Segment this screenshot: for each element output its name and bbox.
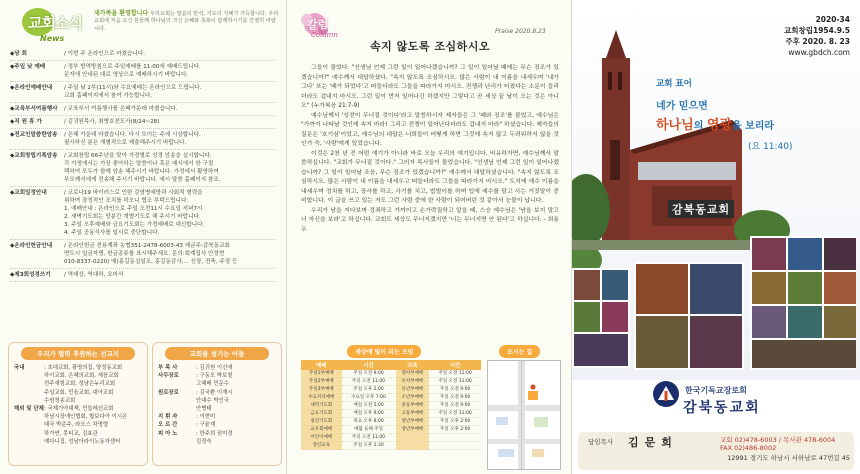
staff-name: : 이현미: [196, 414, 216, 421]
table-cell: 주일 오전 11:00: [342, 434, 396, 442]
staff-name: 안대수 박인국: [196, 397, 229, 404]
welcome-heading: 새가족을 환영합니다: [94, 10, 149, 17]
staff-row: [153, 364, 281, 372]
notice-text: 각 가정에서는 가장 좋아하는 말씀이나 혹은 예시에서 한 구절: [64, 161, 214, 167]
table-cell: 청년부예배: [396, 418, 430, 426]
cover-panel: [572, 0, 860, 474]
notice-text: / 정부 방역방침으로 주일예배를 11:00에 예배드립니다.: [64, 64, 201, 70]
notice-label: ◆교육부서여름행사: [10, 106, 58, 112]
verse-line-1: 네가 믿으면: [656, 101, 708, 112]
notice-text: 4. 주일 공동식사를 일시로 중단합니다.: [64, 230, 160, 236]
staff-name: 안병태: [196, 406, 212, 413]
column-title: 속지 않도록 조심하시오: [370, 40, 490, 53]
staff-role: 사무장로: [158, 373, 179, 380]
table-cell: 주일 오전 9:00: [342, 370, 396, 378]
table-cell: 주일 오후 2:00: [429, 426, 481, 434]
table-row: [301, 418, 481, 426]
church-sign: 감북동교회: [668, 200, 734, 218]
table-row: [301, 410, 481, 418]
notice-text: / 은혜 가운데 마쳤습니다. 다시 모이는 주에 시상합니다.: [64, 132, 201, 138]
divider: [10, 281, 276, 282]
staff-role: 피 아 노: [158, 430, 178, 437]
mission-row: [9, 438, 147, 446]
table-cell: 어린이예배: [301, 434, 342, 442]
mission-row: [9, 372, 147, 380]
notice-text: 택하여 모두가 함께 암송 해주시기 바랍니다. 가정에서 활영하여: [64, 169, 219, 175]
divider: [10, 239, 276, 240]
mission-text: 하이교회, 은혜의교회, 새음교회: [44, 373, 119, 380]
notice-item: [10, 84, 276, 92]
staff-row: [153, 430, 281, 438]
table-cell: 청년기도회: [301, 418, 342, 426]
divider: [10, 149, 276, 150]
table-cell: 금요기도회: [301, 410, 342, 418]
staff-role: 부 목 사: [158, 365, 178, 371]
table-cell: 주일3부예배: [301, 386, 342, 394]
bulletin-info: [784, 14, 850, 58]
table-cell: 주일 오전 11:00: [429, 410, 481, 418]
worship-table: [301, 360, 481, 450]
mission-region: [14, 438, 44, 446]
table-cell: 주일2부예배: [301, 378, 342, 386]
mission-row: [9, 421, 147, 429]
mission-text: 예다니집, 성남아라이노동자센터: [44, 438, 121, 445]
table-row: [301, 370, 481, 378]
staff-row: [153, 413, 281, 421]
table-header: 시간: [342, 360, 396, 370]
welcome-text: 우리교회는 말씀의 반석, 기도의 지혜가 가득합니다. 우리교회에 처음 오신 분들께 하나님의 크신 은혜와 축복이 함께하시기를 간절히 바랍니다.: [94, 11, 279, 32]
notice-text: / 김귀원목사, 최병호전도사(8/24~28): [64, 119, 160, 125]
table-row: [301, 386, 481, 394]
table-cell: 소년부예배: [396, 394, 430, 402]
table-cell: 주일 오후 2:00: [429, 418, 481, 426]
staff-role: [158, 405, 196, 413]
church-name: 감북동교회: [683, 400, 761, 416]
notice-label: ◆교회창립기폭암송: [10, 153, 58, 159]
mission-text: 하가연, 몽티교, 김효관: [44, 430, 98, 437]
notice-text: 2. 새벽기도회는 당분간 개별기도로 해 주시기 바랍니다.: [64, 214, 201, 220]
notice-text: 문자에 안내된 대로 영상으로 예배하시기 바랍니다.: [64, 72, 189, 78]
mission-region: 해외 및 단체: [14, 406, 44, 413]
mission-text: 주임교회, 민음교회, 대아교회: [44, 389, 114, 396]
notice-label: ◆전교인말씀한암송: [10, 132, 58, 138]
staff-row: [153, 421, 281, 429]
notice-item: [10, 105, 276, 113]
table-row: [301, 402, 481, 410]
missions-box: [8, 342, 148, 466]
mission-text: : 국제기아대책, 민들레선교회: [44, 406, 114, 413]
table-row: [301, 394, 481, 402]
table-cell: 수요저녁예배: [301, 394, 342, 402]
notice-title: 교회소식: [28, 14, 82, 32]
divider: [10, 115, 276, 116]
mission-row: [9, 364, 147, 372]
staff-box: [152, 342, 282, 466]
table-row: [301, 442, 481, 450]
table-cell: 주일 오후 1:30: [342, 442, 396, 450]
mission-row: [9, 389, 147, 397]
divider: [10, 268, 276, 269]
mission-region: [14, 397, 44, 405]
website: www.gbdch.com: [788, 48, 850, 57]
mission-region: [14, 380, 44, 388]
mission-row: [9, 405, 147, 413]
staff-role: [158, 438, 196, 446]
notice-panel: [0, 0, 286, 474]
pastor-name: 김문희: [628, 436, 678, 449]
notice-item: [10, 242, 276, 250]
table-cell: 주일 오전 11:00: [429, 370, 481, 378]
divider: [10, 128, 276, 129]
notice-text: / 온라인헌금 전용계좌 농협351-2478-6003-43 예금주:감북동교회: [64, 243, 230, 249]
founded-date: 교회창립1954.9.5: [784, 26, 850, 35]
mission-row: [9, 397, 147, 405]
table-cell: [396, 442, 430, 450]
table-cell: 중등부예배: [396, 402, 430, 410]
column-panel: [286, 0, 572, 474]
mission-region: [14, 430, 44, 438]
staff-row: [153, 372, 281, 380]
staff-role: 원로장로: [158, 389, 179, 396]
staff-row: [153, 405, 281, 413]
notice-label: ◆직 원 휴 가: [10, 119, 42, 125]
notice-label: ◆주일 낮 예배: [10, 64, 46, 70]
table-cell: 주일 오전 9:00: [429, 386, 481, 394]
notice-label: ◆당 회: [10, 51, 28, 57]
notice-item: [10, 271, 276, 279]
notice-text: / 역대상, 역대하, 요마서: [64, 272, 124, 278]
table-cell: 주일 오전 11:00: [342, 378, 396, 386]
staff-row: [153, 438, 281, 446]
mission-row: [9, 413, 147, 421]
notice-text: 1. 예배안내 : 온라인으로 주일 오전11시 수요일 저녁7시: [64, 206, 203, 212]
column-label: 칼럼: [307, 18, 329, 31]
table-cell: 목요 오후 8:00: [342, 418, 396, 426]
mission-region: [14, 372, 44, 380]
mission-region: [14, 421, 44, 429]
mission-text: : 초대교회, 광명의집, 양정동교회: [44, 365, 123, 371]
table-cell: 매일 오전 5:00: [342, 402, 396, 410]
table-cell: 장년부예배: [396, 426, 430, 434]
table-cell: 교우회예배: [301, 426, 342, 434]
staff-row: [153, 389, 281, 397]
column-signature: Praise 2020.8.23: [495, 28, 546, 35]
table-row: [301, 378, 481, 386]
fax-number: FAX 02)486-8002: [720, 444, 777, 452]
table-cell: 주일 오후 2:00: [342, 386, 396, 394]
notice-text: 3. 주일 오후예배와 금요기도회는 가정예배로 대신합니다.: [64, 222, 205, 228]
table-cell: 수요일 오후 7:00: [342, 394, 396, 402]
table-cell: 새벽기도회: [301, 402, 342, 410]
staff-name: : 구윤재: [196, 422, 216, 429]
staff-name: : 한주희 권미경: [196, 430, 233, 437]
table-cell: 주일 오전 9:00: [429, 402, 481, 410]
notice-item: [10, 50, 276, 58]
table-cell: 매월 둘째 주일: [342, 426, 396, 434]
divider: [10, 60, 276, 61]
table-cell: 주일 오전 9:00: [429, 394, 481, 402]
notice-text: / 교육부서 여름행사를 온배가운데 마쳤습니다.: [64, 106, 178, 112]
notice-item: [10, 131, 276, 139]
staff-name: : 김귀원 이신애: [196, 365, 233, 371]
column-paragraph: 예수님께서 '성전이 무너질 것이다'라고 말씀하시자 제자들은 그 '때와 징조'를 물었고, 예수님은 "가까이 나타날 것인데 속지 마라! 그리고 전쟁이 일어난다더라도 겁내지 마라" 하셨습니다. 제자들의 질문은 '호기심'이었고, 예수님의 대답은 너희들이 어떻게 하면 그것에 속지 않고 두려워하지 않을 것인가 즉, '사람'에게 있었습니다.: [301, 112, 559, 147]
table-header: 시간: [429, 360, 481, 370]
table-row: [301, 434, 481, 442]
notice-item: [10, 63, 276, 71]
pastor-label: 담임목사: [588, 438, 614, 446]
mission-text: 수원청송교회: [44, 397, 76, 404]
table-header: 교육: [396, 360, 430, 370]
staff-role: [158, 380, 196, 388]
verse-label: 교회 표어: [656, 79, 692, 89]
table-cell: [429, 442, 481, 450]
column-paragraph: 이것은 2천 년 전 어떤 얘기가 아니라 바로 오늘 우리의 얘기입니다. 비유하자면, 예수님께서 말씀하십니다. "교회가 무너질 것이다." 그러자 목사들이 물었습니다. "선생님 언제 그런 일이 일어나겠습니까? 그 일이 일어날 조음, 무슨 징조가 있겠습니까?" 예수께서 대답하셨습니다. "속지 않도록 조심하시오. 많은 사람이 내 이름을 내세우고 떠들더라도 그들을 따라가지 마시오." 도처에 예수 이름을 내세우며 정치를 하고, 장사를 하고, 사기를 치고, 밥벌이를 하며 입에 예수를 달고 사는 거짓말이 중비합니다. 이 글을 쓰고 있는 저도 그런 사람 중에 한 사람이 되어버린 것 같아서 눈물이 납니다.: [301, 150, 559, 204]
staff-role: 지 휘 자: [158, 414, 178, 421]
table-row: [301, 426, 481, 434]
divider: [10, 102, 276, 103]
notice-text: / 교회창립 66주년을 맞아 가정별로 성경 암송을 실시합니다.: [64, 153, 212, 159]
mission-region: 국내: [14, 365, 25, 371]
mission-row: [9, 430, 147, 438]
notice-item: [10, 118, 276, 126]
staff-name: 김정숙: [196, 438, 212, 445]
mission-text: 전주새힘교회, 성남은누리교회: [44, 381, 116, 388]
notice-title-en: News: [40, 34, 65, 43]
notice-text: 010-8337-0220) 예)홍길동십일조, 홍길동감사,... 신장, 전축, 주정 등: [64, 259, 238, 265]
staff-name: 고혜배 민문수: [196, 381, 229, 388]
mission-text: 태국 박준주, 라오스 차명렬: [44, 422, 109, 429]
mission-text: 하남시장애인협회, 합보다아 이시온: [44, 414, 128, 421]
denomination: 한국기독교장로회: [685, 386, 747, 395]
table-cell: 장년교육: [301, 442, 342, 450]
column-paragraph: 그들이 물었다. "선생님 언제 그런 일이 일어나겠습니까? 그 일이 일어날 때에는 무슨 징조가 있겠습니까?" 예수께서 대답하셨다. "속지 않도록 조심하시오. 많은 사람이 내 이름을 내세우며 '내가 그다' 또는 '때가 되었다'고 떠들더라도 그들을 따라가지 마시오. 전쟁과 난리가 터졌다는 소문이 들리더라도 겁내지 마시오. 그런 일이 먼저 일어나긴 하겠지만 그렇다고 곧 세상 끝 날이 오는 것은 아니오" (누가복음 21:7-9): [301, 65, 559, 109]
notice-label: ◆제3회성경쓰기: [10, 272, 51, 278]
table-cell: 유년부예배: [396, 386, 430, 394]
mission-region: [14, 389, 44, 397]
worship-label: 세상에 빛이 되는 모임: [347, 345, 421, 358]
column-label-en: Column: [311, 31, 338, 39]
table-cell: [429, 434, 481, 442]
welcome-box: [94, 10, 280, 33]
church-address: 12991 경기도 하남시 서하남로 47번길 45: [727, 454, 850, 462]
notice-list: [10, 50, 276, 282]
location-map: [487, 360, 561, 470]
notice-text: / 이번 주 온라인으로 마쳤습니다.: [64, 51, 146, 57]
divider: [10, 186, 276, 187]
staff-title: 교회를 섬기는 이들: [165, 347, 270, 360]
table-cell: 주일 오전 11:00: [429, 378, 481, 386]
column-body: [301, 64, 559, 235]
verse-reference: (요 11:40): [748, 142, 793, 152]
notice-item: [10, 189, 276, 197]
table-cell: [396, 434, 430, 442]
table-header: 예배: [301, 360, 342, 370]
issue-number: 2020-34: [815, 15, 850, 24]
staff-name: : 김국환 이재시: [196, 389, 233, 396]
staff-name: : 구동모 박보철: [196, 373, 233, 380]
table-cell: 매일 오후 9:00: [342, 410, 396, 418]
mission-row: [9, 380, 147, 388]
map-label: 오시는 길: [499, 345, 540, 358]
notice-text: 부모께서에게 전송해 주시기 바랍니다. 예시 말씀 홈페이지 참조.: [64, 177, 221, 183]
notice-text: 필사하신 분은 개별적으로 제출해주시기 바랍니다.: [64, 140, 187, 146]
divider: [10, 81, 276, 82]
notice-label: ◆교회일정안내: [10, 190, 47, 196]
notice-text: 면도시 입금자명, 헌금종류를 표시해주세요. 문의:회계집사 안정현: [64, 251, 225, 257]
table-cell: 유치부예배: [396, 378, 430, 386]
table-cell: 주일1부예배: [301, 370, 342, 378]
notice-text: 교회 홈페이지에서 참여 가능합니다.: [64, 93, 153, 99]
notice-label: ◆온라인헌금안내: [10, 243, 53, 249]
mission-region: [14, 413, 44, 421]
table-cell: 고등부예배: [396, 410, 430, 418]
notice-header: [10, 6, 279, 50]
church-logo-icon: [652, 380, 680, 408]
service-date: 주후 2020. 8. 23: [785, 37, 850, 46]
notice-text: 위하여 잠정적인 조치를 하오니 협조 부탁드립니다.: [64, 198, 189, 204]
staff-row: [153, 397, 281, 405]
notice-text: / 코로나19 바이러스로 인한 감염병예방과 사회적 형력을: [64, 190, 203, 196]
column-paragraph: 우리가 남을 저다보며 정죄하고 가까이고 손가락질하고 앞을 때, 스승 예수님은 '남을 보지 말고 너 자신을 보라'고 하십니다. 교회도 세상도 무너지겠지만 '너는 무너지면 안 된다'고 하십니다. - 최용우: [301, 207, 559, 233]
table-cell: 영아부예배: [396, 370, 430, 378]
staff-role: [158, 397, 196, 405]
verse-line-2: 하나님의 영광을 보리라: [656, 118, 775, 133]
missions-title: 우리가 협력 후원하는 선교지: [21, 347, 134, 360]
notice-item: [10, 152, 276, 160]
notice-text: / 주일 낮 2부(11시)와 수요예배는 온라인으로 드립니다.: [64, 85, 202, 91]
notice-label: ◆온라인예배안내: [10, 85, 53, 91]
staff-row: [153, 380, 281, 388]
phone-numbers: 교회 02)478-6003 / 목사관 478-6004: [720, 436, 836, 444]
staff-role: 오 르 간: [158, 422, 178, 429]
